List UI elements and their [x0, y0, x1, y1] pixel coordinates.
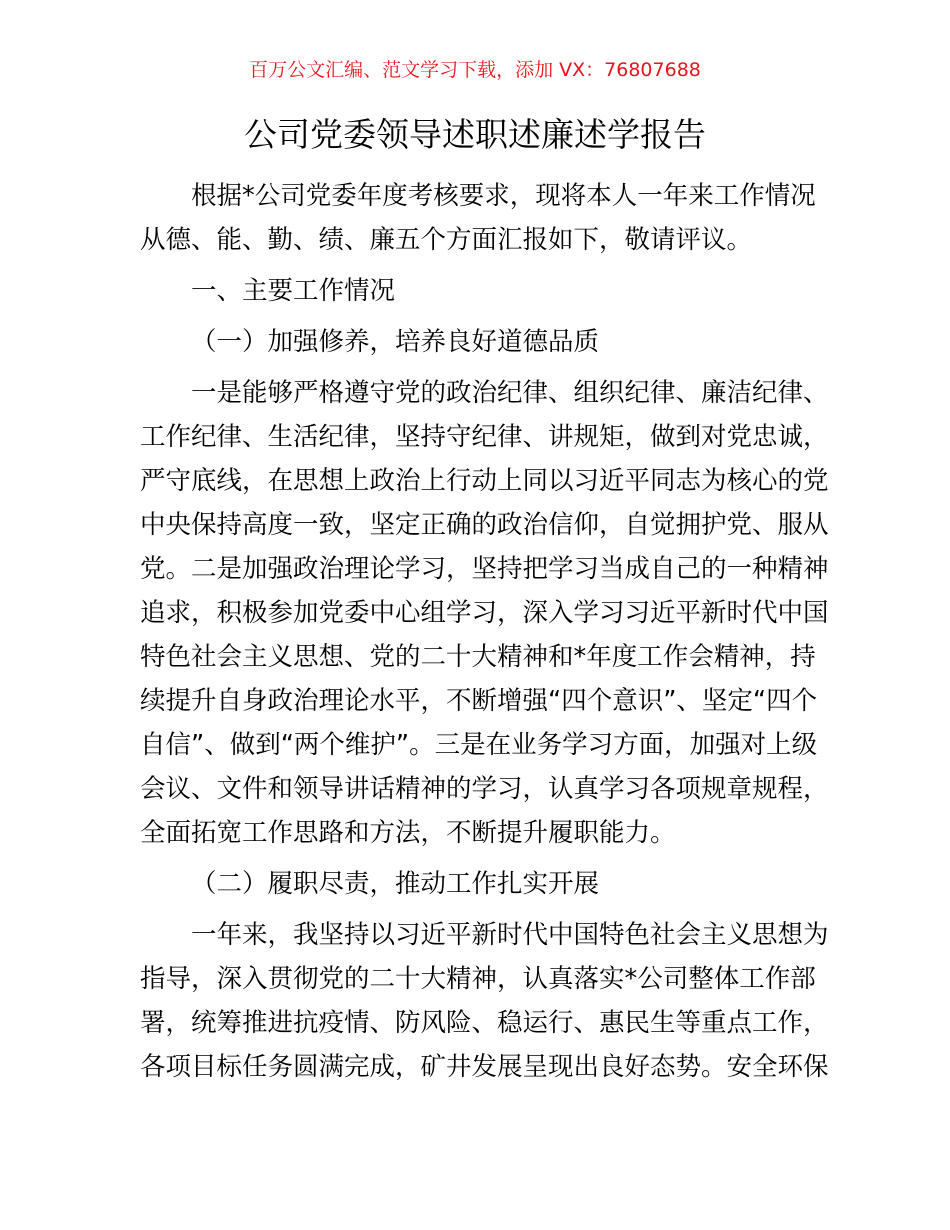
watermark-banner: 百万公文汇编、范文学习下载，添加 VX：76807688	[249, 59, 701, 81]
paragraph	[140, 913, 829, 1089]
text-line: 从德、能、勤、绩、廉五个方面汇报如下，敬请评议。	[140, 225, 753, 255]
text-line: 党。二是加强政治理论学习，坚持把学习当成自己的一种精神	[140, 554, 829, 584]
text-line: 续提升自身政治理论水平，不断增强“四个意识”、坚定“四个	[140, 686, 818, 716]
text-line: 中央保持高度一致，坚定正确的政治信仰，自觉拥护党、服从	[140, 510, 829, 540]
text-line: 一是能够严格遵守党的政治纪律、组织纪律、廉洁纪律、	[191, 378, 829, 408]
text-line: 一年来，我坚持以习近平新时代中国特色社会主义思想为	[191, 920, 829, 950]
paragraph	[140, 371, 829, 855]
paragraph	[140, 862, 820, 906]
text-line: （一）加强修养，培养良好道德品质	[191, 327, 600, 357]
text-line: 工作纪律、生活纪律，坚持守纪律、讲规矩，做到对党忠诚，	[140, 422, 829, 452]
text-line: 会议、文件和领导讲话精神的学习，认真学习各项规章规程，	[140, 774, 829, 804]
text-line: 根据*公司党委年度考核要求，现将本人一年来工作情况	[191, 181, 816, 211]
text-line: 全面拓宽工作思路和方法，不断提升履职能力。	[140, 818, 676, 848]
text-line: （二）履职尽责，推动工作扎实开展	[191, 869, 600, 899]
text-line: 追求，积极参加党委中心组学习，深入学习习近平新时代中国	[140, 598, 829, 628]
text-line: 一、主要工作情况	[191, 276, 396, 306]
document-title: 公司党委领导述职述廉述学报告	[244, 115, 706, 154]
text-line: 各项目标任务圆满完成，矿井发展呈现出良好态势。安全环保	[140, 1052, 829, 1082]
text-line: 指导，深入贯彻党的二十大精神，认真落实*公司整体工作部	[140, 964, 816, 994]
paragraph	[140, 174, 820, 262]
text-line: 自信”、做到“两个维护”。三是在业务学习方面，加强对上级	[140, 730, 818, 760]
text-line: 特色社会主义思想、党的二十大精神和*年度工作会精神，持	[140, 642, 816, 672]
document-body	[140, 174, 829, 1096]
text-line: 严守底线，在思想上政治上行动上同以习近平同志为核心的党	[140, 466, 829, 496]
paragraph	[140, 269, 820, 313]
text-line: 署，统筹推进抗疫情、防风险、稳运行、惠民生等重点工作，	[140, 1008, 829, 1038]
paragraph	[140, 320, 820, 364]
